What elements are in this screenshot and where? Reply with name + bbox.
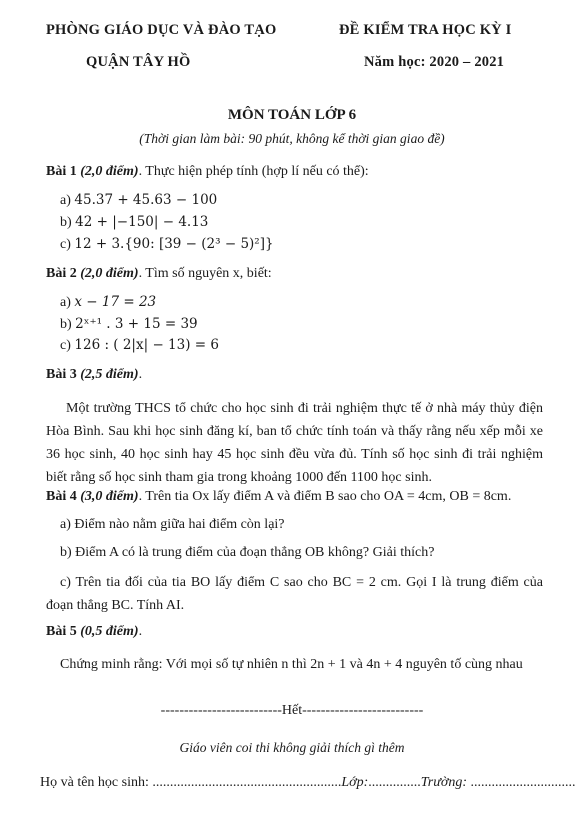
bai5-heading bbox=[46, 624, 142, 640]
department-name: PHÒNG GIÁO DỤC VÀ ĐÀO TẠO bbox=[46, 22, 277, 38]
bai4-item-a: a) Điểm nào nằm giữa hai điểm còn lại? bbox=[60, 517, 285, 532]
page-title: MÔN TOÁN LỚP 6 bbox=[227, 107, 357, 123]
proctor-note: Giáo viên coi thi không giải thích gì thêm bbox=[179, 740, 405, 755]
item-prefix: a) bbox=[60, 295, 71, 310]
school-year: Năm học: 2020 – 2021 bbox=[364, 54, 505, 70]
item-expression: 2ˣ⁺¹ . 3 + 15 = 39 bbox=[75, 316, 198, 332]
student-info-line bbox=[40, 775, 576, 791]
bai2-points: (2,0 điểm) bbox=[80, 266, 139, 281]
class-blank: ............... bbox=[368, 775, 421, 790]
item-prefix: b) bbox=[60, 317, 72, 332]
item-expression: x − 17 = 23 bbox=[74, 294, 157, 310]
school-blank: .............................. bbox=[470, 775, 576, 790]
bai5-label: Bài 5 bbox=[46, 624, 77, 639]
bai2-item-a bbox=[60, 294, 156, 311]
bai4-label: Bài 4 bbox=[46, 489, 77, 504]
bai4-item-b: b) Điểm A có là trung điểm của đoạn thẳng OB không? Giải thích? bbox=[60, 545, 435, 560]
bai2-text: . Tìm số nguyên x, biết: bbox=[138, 266, 272, 281]
bai1-points: (2,0 điểm) bbox=[80, 164, 139, 179]
item-prefix: a) bbox=[60, 193, 71, 208]
item-expression: 45.37 + 45.63 − 100 bbox=[74, 192, 218, 208]
bai4-item-c: c) Trên tia đối của tia BO lấy điểm C sao cho BC = 2 cm. Gọi I là trung điểm của đoạn thẳng BC. Tính AI. bbox=[46, 575, 543, 613]
student-name-blank: ...................................................... bbox=[152, 775, 342, 790]
exam-name: ĐỀ KIỂM TRA HỌC KỲ I bbox=[339, 22, 512, 38]
bai5-points: (0,5 điểm) bbox=[80, 624, 139, 639]
bai4-points: (3,0 điểm) bbox=[80, 489, 139, 504]
page-subtitle: (Thời gian làm bài: 90 phút, không kể thời gian giao đề) bbox=[139, 131, 445, 146]
bai1-heading bbox=[46, 164, 369, 180]
item-prefix: b) bbox=[60, 215, 72, 230]
end-marker: --------------------------Hết-------------------------- bbox=[160, 703, 424, 718]
bai1-item-a bbox=[60, 192, 217, 209]
bai5-paragraph: Chứng minh rằng: Với mọi số tự nhiên n thì 2n + 1 và 4n + 4 nguyên tố cùng nhau bbox=[60, 657, 523, 672]
district-name: QUẬN TÂY HỒ bbox=[86, 54, 191, 70]
bai4-text: . Trên tia Ox lấy điểm A và điểm B sao cho OA = 4cm, OB = 8cm. bbox=[138, 489, 512, 504]
bai1-item-c bbox=[60, 236, 274, 253]
bai5-text: . bbox=[138, 624, 143, 639]
item-prefix: c) bbox=[60, 237, 71, 252]
student-name-label: Họ và tên học sinh: bbox=[40, 775, 153, 790]
bai2-item-c bbox=[60, 337, 219, 354]
bai2-item-b bbox=[60, 316, 198, 333]
school-label: Trường: bbox=[420, 775, 471, 790]
bai3-text: . bbox=[138, 367, 143, 382]
bai3-points: (2,5 điểm) bbox=[80, 367, 139, 382]
bai2-label: Bài 2 bbox=[46, 266, 77, 281]
bai3-paragraph: Một trường THCS tổ chức cho học sinh đi trải nghiệm thực tế ở nhà máy thủy điện Hòa Bình. Sau khi học sinh đăng kí, ban tổ chức tính toán và thấy rằng nếu xếp mỗi xe 36 học sinh, 40 học sinh hay 45 học sinh đều vừa đủ. Tính số học sinh đi trải nghiệm biết rằng số học sinh tham gia trong khoảng 1000 đến 1100 học sinh. bbox=[46, 401, 543, 485]
bai3-label: Bài 3 bbox=[46, 367, 77, 382]
class-label: Lớp: bbox=[341, 775, 369, 790]
bai2-heading bbox=[46, 266, 272, 282]
bai1-text: . Thực hiện phép tính (hợp lí nếu có thể): bbox=[138, 164, 369, 179]
item-expression: 12 + 3.{90: [39 − (2³ − 5)²]} bbox=[74, 236, 274, 252]
bai4-heading bbox=[46, 489, 511, 505]
bai1-label: Bài 1 bbox=[46, 164, 77, 179]
bai3-heading bbox=[46, 367, 142, 383]
item-prefix: c) bbox=[60, 338, 71, 353]
item-expression: 126 : ( 2|x| − 13) = 6 bbox=[74, 337, 219, 353]
bai1-item-b bbox=[60, 214, 208, 231]
item-expression: 42 + |−150| − 4.13 bbox=[75, 214, 209, 230]
